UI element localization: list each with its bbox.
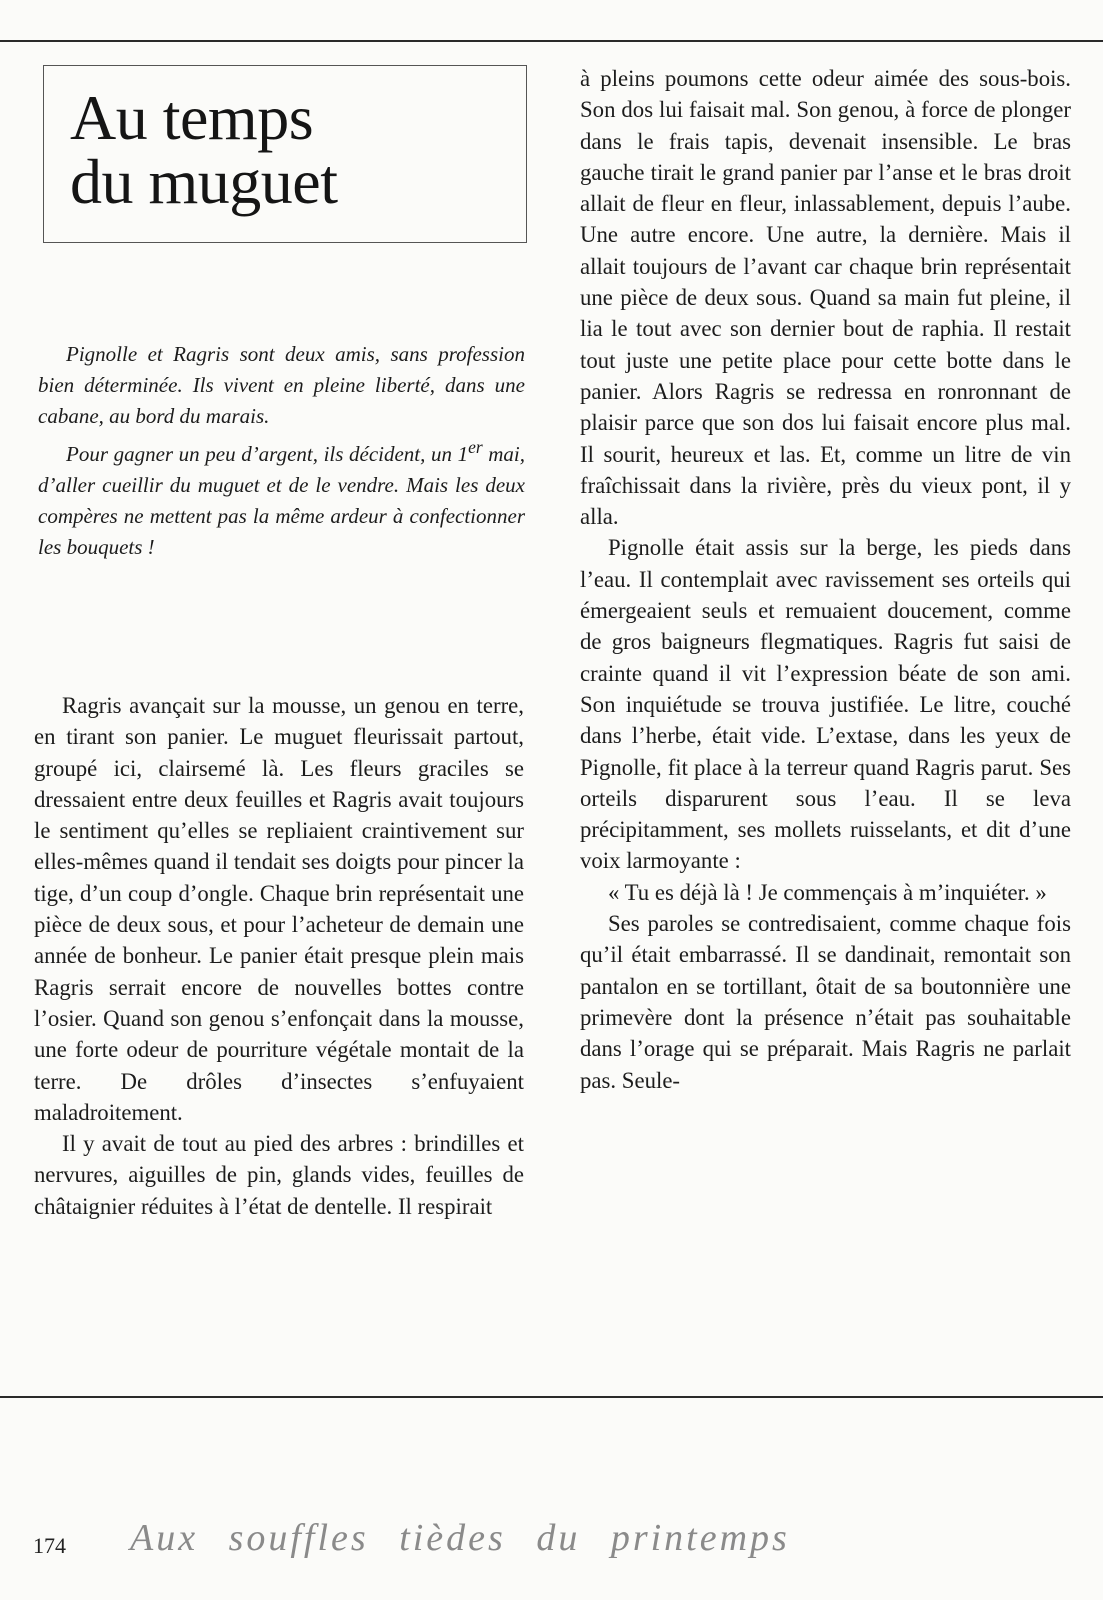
body-paragraph-4-dialogue: « Tu es déjà là ! Je commençais à m’inquiéter. »	[608, 879, 1047, 905]
body-paragraph-2-continued: à pleins poumons cette odeur aimée des sous-bois. Son dos lui faisait mal. Son genou, à force de plonger dans le frais tapis, devenait insensible. Le bras gauche tirait le grand panier par l’anse et le bras droit allait de fleur en fleur, inlassablement, depuis l’aube. Une autre encore. Une autre, la dernière. Mais il allait toujours de l’avant car chaque brin représentait une pièce de deux sous. Quand sa main fut pleine, il lia le tout avec son dernier bout de raphia. Il restait tout juste une petite place pour cette botte dans le panier. Alors Ragris se redressa en ronronnant de plaisir parce que son dos lui faisait encore plus mal. Il sourit, heureux et las. Et, comme un litre de vin fraîchissait dans la rivière, près du vieux pont, il y alla.	[580, 66, 1071, 530]
title-line-2: du muguet	[70, 146, 338, 217]
title-box	[43, 65, 527, 243]
body-paragraph-2-start: Il y avait de tout au pied des arbres : brindilles et nervures, aiguilles de pin, glands vides, feuilles de châtaignier réduites à l’état de dentelle. Il respirait	[34, 1131, 524, 1219]
running-title: Aux souffles tièdes du printemps	[130, 1517, 790, 1559]
intro-p2-superscript: er	[468, 437, 483, 457]
intro-p2-start: Pour gagner un peu d’argent, ils décident, un 1	[66, 442, 469, 466]
text-column-left	[34, 690, 524, 1222]
article-title	[70, 82, 338, 217]
intro-paragraph-2	[38, 432, 525, 563]
bottom-rule	[0, 1396, 1103, 1398]
intro-p2-end: mai, d’aller cueillir du muguet et de le vendre. Mais les deux compères ne mettent pas la même ardeur à confectionner les bouquets !	[38, 442, 525, 559]
body-paragraph-3: Pignolle était assis sur la berge, les pieds dans l’eau. Il contemplait avec ravissement ses orteils qui émergeaient seuls et remuaient doucement, comme de gros baigneurs flegmatiques. Ragris fut saisi de crainte quand il vit l’expression béate de son ami. Son inquiétude se trouva justifiée. Le litre, couché dans l’herbe, était vide. L’extase, dans les yeux de Pignolle, fit place à la terreur quand Ragris parut. Ses orteils disparurent sous l’eau. Il se leva précipitamment, ses mollets ruisselants, et dit d’une voix larmoyante :	[580, 535, 1071, 874]
intro-paragraph-1: Pignolle et Ragris sont deux amis, sans profession bien déterminée. Ils vivent en pleine liberté, dans une cabane, au bord du marais.	[38, 342, 525, 428]
title-line-1: Au temps	[70, 82, 314, 153]
text-column-right	[580, 63, 1071, 1096]
body-paragraph-5: Ses paroles se contredisaient, comme chaque fois qu’il était embarrassé. Il se dandinait, remontait son pantalon en se tortillant, ôtait de sa boutonnière une primevère dont la présence n’était pas souhaitable dans l’orage qui se préparait. Mais Ragris ne parlait pas. Seule-	[580, 911, 1071, 1093]
top-rule	[0, 40, 1103, 42]
intro-summary	[38, 339, 525, 563]
page-number: 174	[33, 1533, 66, 1558]
body-paragraph-1: Ragris avançait sur la mousse, un genou en terre, en tirant son panier. Le muguet fleurissait partout, groupé ici, clairsemé là. Les fleurs graciles se dressaient entre deux feuilles et Ragris avait toujours le sentiment qu’elles se repliaient craintivement sur elles-mêmes quand il tendait ses doigts pour pincer la tige, d’un coup d’ongle. Chaque brin représentait une pièce de deux sous, et pour l’acheteur de demain une année de bonheur. Le panier était presque plein mais Ragris serrait encore de nouvelles bottes contre l’osier. Quand son genou s’enfonçait dans la mousse, une forte odeur de pourriture végétale montait de la terre. De drôles d’insectes s’enfuyaient maladroitement.	[34, 693, 524, 1125]
